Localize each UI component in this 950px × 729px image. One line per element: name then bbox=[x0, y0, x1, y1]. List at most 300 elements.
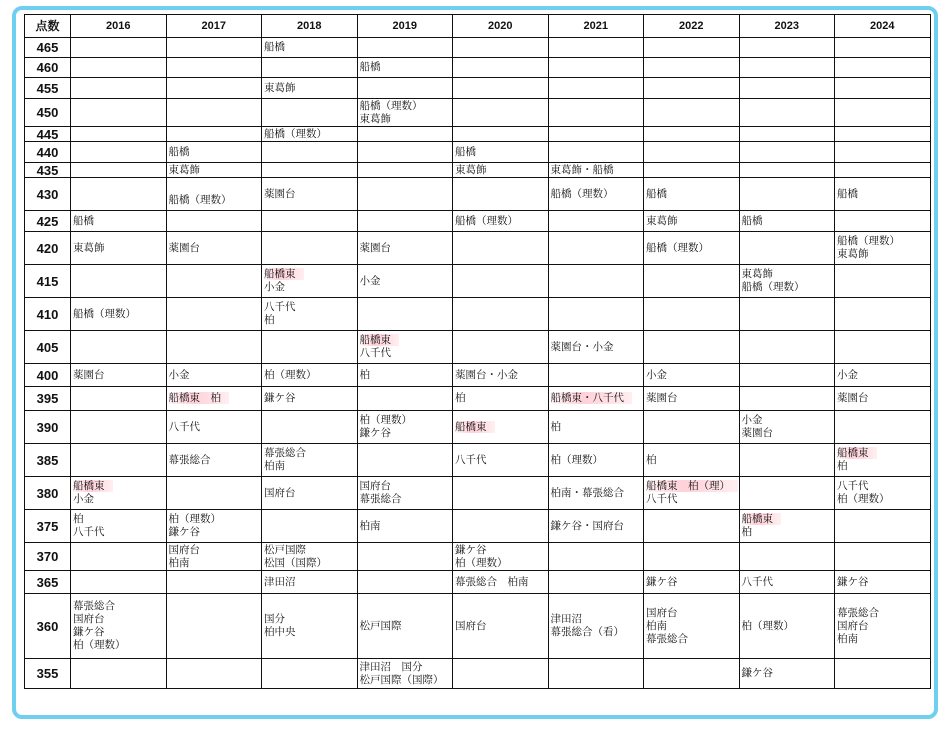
school-cell bbox=[644, 58, 740, 78]
school-cell bbox=[262, 594, 358, 659]
school-name: 鎌ケ谷 bbox=[741, 667, 773, 679]
school-cell bbox=[166, 510, 262, 543]
school-name: 薬園台 bbox=[359, 241, 391, 254]
school-cell bbox=[357, 178, 453, 211]
school-name: 松戸国際 bbox=[264, 543, 306, 556]
school-name: 国府台 bbox=[168, 543, 200, 556]
school-name: 柏 bbox=[73, 513, 84, 525]
school-name: 船橋 bbox=[455, 145, 476, 158]
school-cell bbox=[453, 58, 549, 78]
school-cell bbox=[739, 178, 835, 211]
school-cell bbox=[71, 38, 167, 58]
school-cell bbox=[835, 571, 931, 594]
table-row bbox=[25, 163, 931, 178]
school-name: 東葛飾 bbox=[359, 112, 391, 125]
points-cell: 460 bbox=[25, 58, 71, 78]
school-name: 鎌ケ谷 bbox=[73, 626, 105, 638]
school-cell bbox=[548, 364, 644, 387]
school-cell bbox=[71, 78, 167, 99]
school-cell bbox=[453, 331, 549, 364]
year-header: 2017 bbox=[166, 15, 262, 38]
school-cell bbox=[739, 387, 835, 411]
school-cell bbox=[71, 232, 167, 265]
highlight-mark: 船橋東 bbox=[360, 334, 400, 346]
school-cell bbox=[835, 232, 931, 265]
school-cell bbox=[71, 510, 167, 543]
school-cell bbox=[548, 594, 644, 659]
school-cell bbox=[835, 543, 931, 571]
table-row bbox=[25, 298, 931, 331]
school-cell bbox=[71, 331, 167, 364]
school-name: 津田沼 bbox=[264, 575, 296, 588]
school-cell bbox=[548, 78, 644, 99]
school-name: 船橋（理数） bbox=[455, 214, 518, 227]
school-name: 東葛飾 bbox=[741, 268, 773, 280]
school-name: 柏 bbox=[264, 314, 275, 326]
school-cell bbox=[548, 411, 644, 444]
school-cell bbox=[835, 99, 931, 127]
school-cell bbox=[262, 411, 358, 444]
school-cell bbox=[166, 58, 262, 78]
school-cell bbox=[166, 571, 262, 594]
table-body bbox=[25, 38, 931, 689]
highlight-mark: 船橋東・八千代 bbox=[551, 392, 633, 404]
school-cell bbox=[166, 331, 262, 364]
school-name: 幕張総合 柏南 bbox=[455, 575, 529, 588]
school-name: 柏南 bbox=[837, 632, 858, 645]
school-cell bbox=[71, 163, 167, 178]
school-cell bbox=[166, 127, 262, 142]
school-cell bbox=[166, 142, 262, 163]
school-cell bbox=[548, 38, 644, 58]
points-cell: 430 bbox=[25, 178, 71, 211]
school-cell bbox=[357, 78, 453, 99]
school-name: 柏 bbox=[741, 526, 752, 538]
school-cell bbox=[262, 265, 358, 298]
school-cell bbox=[262, 543, 358, 571]
school-name: 国府台 bbox=[646, 606, 678, 619]
school-name: 柏（理数） bbox=[550, 453, 603, 466]
school-name: 幕張総合 bbox=[359, 493, 402, 505]
school-cell bbox=[71, 571, 167, 594]
school-cell bbox=[262, 142, 358, 163]
table-row bbox=[25, 571, 931, 594]
school-cell bbox=[262, 571, 358, 594]
school-cell bbox=[166, 178, 262, 211]
school-cell bbox=[739, 510, 835, 543]
school-cell bbox=[453, 571, 549, 594]
highlight-mark: 船橋東 柏 bbox=[169, 392, 230, 404]
school-cell bbox=[835, 411, 931, 444]
school-name: 小金 bbox=[741, 414, 763, 426]
school-cell bbox=[262, 38, 358, 58]
school-cell bbox=[453, 510, 549, 543]
school-name: 八千代 bbox=[73, 526, 105, 538]
school-cell bbox=[644, 127, 740, 142]
school-cell bbox=[835, 211, 931, 232]
school-cell bbox=[739, 78, 835, 99]
school-cell bbox=[644, 571, 740, 594]
school-name: 小金 bbox=[837, 368, 858, 381]
school-name: 船橋（理数） bbox=[646, 241, 709, 254]
school-name: 小金 bbox=[264, 281, 285, 293]
school-cell bbox=[262, 298, 358, 331]
school-cell bbox=[548, 58, 644, 78]
points-cell: 465 bbox=[25, 38, 71, 58]
school-cell bbox=[71, 178, 167, 211]
table-row bbox=[25, 594, 931, 659]
school-name: 柏（理数） bbox=[264, 368, 317, 381]
school-cell bbox=[548, 477, 644, 510]
school-cell bbox=[166, 594, 262, 659]
school-cell bbox=[262, 387, 358, 411]
school-cell bbox=[71, 298, 167, 331]
school-name bbox=[169, 181, 260, 194]
school-cell bbox=[357, 265, 453, 298]
year-header: 2024 bbox=[835, 15, 931, 38]
school-cell bbox=[453, 127, 549, 142]
school-cell bbox=[357, 127, 453, 142]
school-name: 八千代 bbox=[359, 347, 391, 359]
school-cell bbox=[453, 211, 549, 232]
school-cell bbox=[548, 543, 644, 571]
school-name: 鎌ケ谷 bbox=[264, 392, 296, 404]
school-cell bbox=[357, 163, 453, 178]
school-cell bbox=[835, 265, 931, 298]
school-cell bbox=[835, 659, 931, 689]
school-cell bbox=[835, 58, 931, 78]
points-cell: 400 bbox=[25, 364, 71, 387]
school-cell bbox=[453, 543, 549, 571]
school-cell bbox=[357, 364, 453, 387]
school-cell bbox=[166, 99, 262, 127]
school-cell bbox=[739, 444, 835, 477]
school-cell bbox=[835, 78, 931, 99]
school-name: 鎌ケ谷 bbox=[359, 427, 391, 439]
table-row bbox=[25, 387, 931, 411]
school-cell bbox=[835, 178, 931, 211]
school-cell bbox=[644, 659, 740, 689]
school-cell bbox=[357, 331, 453, 364]
points-cell: 370 bbox=[25, 543, 71, 571]
school-name: 国府台 bbox=[455, 619, 487, 632]
school-name: 船橋（理数） bbox=[359, 99, 423, 112]
school-cell bbox=[739, 411, 835, 444]
school-cell bbox=[166, 411, 262, 444]
school-cell bbox=[453, 444, 549, 477]
school-cell bbox=[739, 142, 835, 163]
school-cell bbox=[739, 99, 835, 127]
school-cell bbox=[835, 298, 931, 331]
school-cell bbox=[262, 477, 358, 510]
school-cell bbox=[835, 127, 931, 142]
school-cell bbox=[453, 477, 549, 510]
school-name: 薬園台・小金 bbox=[455, 368, 518, 381]
school-name: 薬園台・小金 bbox=[550, 340, 614, 353]
school-name: 東葛飾 bbox=[646, 214, 678, 227]
school-cell bbox=[739, 58, 835, 78]
school-name: 柏南 bbox=[646, 619, 667, 632]
table-row bbox=[25, 543, 931, 571]
school-name: 柏中央 bbox=[264, 626, 296, 638]
points-cell: 390 bbox=[25, 411, 71, 444]
school-cell bbox=[71, 444, 167, 477]
table-row bbox=[25, 232, 931, 265]
school-cell bbox=[835, 142, 931, 163]
school-name: 薬園台 bbox=[837, 392, 869, 404]
school-name: 柏南 bbox=[168, 556, 190, 569]
school-cell bbox=[644, 543, 740, 571]
points-cell: 425 bbox=[25, 211, 71, 232]
school-name: 柏 bbox=[646, 453, 657, 466]
school-cell bbox=[357, 142, 453, 163]
school-cell bbox=[548, 232, 644, 265]
school-name: 東葛飾・船橋 bbox=[550, 163, 614, 176]
school-cell bbox=[357, 298, 453, 331]
school-name: 柏 bbox=[837, 460, 848, 472]
school-cell bbox=[644, 142, 740, 163]
school-cell bbox=[357, 232, 453, 265]
points-cell: 455 bbox=[25, 78, 71, 99]
school-name: 船橋（理数） bbox=[741, 281, 805, 293]
points-cell: 385 bbox=[25, 444, 71, 477]
school-name: 国府台 bbox=[359, 480, 391, 492]
school-name: 船橋 bbox=[359, 61, 381, 73]
points-cell: 355 bbox=[25, 659, 71, 689]
school-cell bbox=[453, 163, 549, 178]
school-cell bbox=[548, 99, 644, 127]
school-name: 小金 bbox=[168, 368, 190, 381]
school-name: 幕張総合 bbox=[168, 453, 211, 466]
school-cell bbox=[739, 364, 835, 387]
school-cell bbox=[644, 298, 740, 331]
table-row bbox=[25, 38, 931, 58]
year-header: 2023 bbox=[739, 15, 835, 38]
school-cell bbox=[739, 543, 835, 571]
school-cell bbox=[644, 163, 740, 178]
year-header: 2016 bbox=[71, 15, 167, 38]
school-cell bbox=[739, 594, 835, 659]
school-name: 柏（理数） bbox=[455, 556, 508, 569]
school-cell bbox=[357, 571, 453, 594]
school-name: 柏（理数） bbox=[837, 493, 890, 505]
table-row bbox=[25, 444, 931, 477]
school-name: 小金 bbox=[359, 274, 381, 287]
school-name: 津田沼 bbox=[550, 613, 582, 625]
score-table bbox=[24, 14, 931, 689]
school-name: 八千代 bbox=[837, 480, 869, 492]
school-cell bbox=[453, 142, 549, 163]
table-row bbox=[25, 99, 931, 127]
school-name: 船橋 bbox=[646, 187, 667, 200]
school-cell bbox=[739, 571, 835, 594]
school-name: 柏（理数） bbox=[741, 619, 794, 632]
table-row bbox=[25, 265, 931, 298]
school-name: 八千代 bbox=[264, 301, 296, 313]
year-header: 2018 bbox=[262, 15, 358, 38]
school-cell bbox=[644, 477, 740, 510]
school-cell bbox=[71, 477, 167, 510]
school-name: 柏 bbox=[550, 420, 561, 433]
school-name bbox=[455, 421, 546, 434]
school-cell bbox=[644, 178, 740, 211]
school-cell bbox=[453, 364, 549, 387]
school-cell bbox=[739, 331, 835, 364]
school-cell bbox=[262, 510, 358, 543]
school-name: 東葛飾 bbox=[168, 163, 200, 176]
school-cell bbox=[644, 510, 740, 543]
school-cell bbox=[166, 38, 262, 58]
school-cell bbox=[357, 411, 453, 444]
highlight-mark: 船橋東 bbox=[455, 421, 495, 433]
school-cell bbox=[739, 265, 835, 298]
school-name: 八千代 bbox=[646, 493, 678, 505]
school-cell bbox=[262, 331, 358, 364]
school-name: 東葛飾 bbox=[73, 241, 105, 254]
school-cell bbox=[835, 163, 931, 178]
school-name: 鎌ケ谷・国府台 bbox=[550, 519, 624, 532]
school-cell bbox=[835, 387, 931, 411]
school-cell bbox=[357, 510, 453, 543]
school-cell bbox=[453, 387, 549, 411]
school-cell bbox=[262, 99, 358, 127]
school-cell bbox=[739, 38, 835, 58]
school-name: 八千代 bbox=[168, 420, 200, 433]
school-cell bbox=[166, 444, 262, 477]
school-name: 柏南・幕張総合 bbox=[550, 486, 624, 499]
school-name: 柏 bbox=[359, 368, 370, 381]
school-cell bbox=[548, 298, 644, 331]
school-cell bbox=[739, 298, 835, 331]
school-cell bbox=[262, 211, 358, 232]
school-cell bbox=[262, 127, 358, 142]
school-cell bbox=[453, 99, 549, 127]
school-cell bbox=[453, 265, 549, 298]
school-cell bbox=[166, 265, 262, 298]
school-cell bbox=[644, 38, 740, 58]
points-header: 点数 bbox=[25, 15, 71, 38]
school-cell bbox=[548, 178, 644, 211]
school-name: 八千代 bbox=[741, 575, 773, 588]
table-row bbox=[25, 178, 931, 211]
table-row bbox=[25, 477, 931, 510]
school-name: 幕張総合（看） bbox=[550, 626, 624, 638]
school-name: 八千代 bbox=[455, 453, 487, 466]
school-cell bbox=[453, 78, 549, 99]
school-cell bbox=[835, 38, 931, 58]
school-name: 小金 bbox=[646, 368, 667, 381]
school-cell bbox=[548, 265, 644, 298]
points-cell: 435 bbox=[25, 163, 71, 178]
school-name: 薬園台 bbox=[646, 392, 678, 404]
school-cell bbox=[739, 477, 835, 510]
school-cell bbox=[357, 387, 453, 411]
school-name: 薬園台 bbox=[264, 187, 296, 200]
school-cell bbox=[644, 411, 740, 444]
school-cell bbox=[166, 298, 262, 331]
school-cell bbox=[453, 659, 549, 689]
points-cell: 365 bbox=[25, 571, 71, 594]
school-name bbox=[264, 268, 355, 281]
points-cell: 375 bbox=[25, 510, 71, 543]
school-cell bbox=[262, 444, 358, 477]
table-row bbox=[25, 510, 931, 543]
school-cell bbox=[357, 477, 453, 510]
school-cell bbox=[644, 232, 740, 265]
school-name: 幕張総合 bbox=[837, 606, 879, 619]
school-name: 船橋 bbox=[837, 187, 858, 200]
school-name bbox=[360, 334, 451, 347]
school-cell bbox=[262, 178, 358, 211]
school-cell bbox=[71, 99, 167, 127]
school-cell bbox=[835, 477, 931, 510]
highlight-mark: 船橋東 bbox=[264, 268, 304, 280]
school-cell bbox=[644, 364, 740, 387]
school-cell bbox=[71, 265, 167, 298]
points-cell: 360 bbox=[25, 594, 71, 659]
school-cell bbox=[739, 211, 835, 232]
highlight-mark: 船橋東 柏（理） bbox=[646, 480, 738, 492]
school-name: 柏（理数） bbox=[73, 639, 126, 651]
school-cell bbox=[835, 331, 931, 364]
school-cell bbox=[71, 211, 167, 232]
school-cell bbox=[453, 232, 549, 265]
school-name: 船橋 bbox=[741, 214, 763, 227]
school-cell bbox=[262, 163, 358, 178]
school-cell bbox=[71, 387, 167, 411]
school-cell bbox=[357, 444, 453, 477]
school-cell bbox=[262, 364, 358, 387]
school-cell bbox=[644, 444, 740, 477]
school-cell bbox=[166, 232, 262, 265]
school-name: 幕張総合 bbox=[264, 447, 306, 459]
table-row bbox=[25, 659, 931, 689]
points-cell: 420 bbox=[25, 232, 71, 265]
school-cell bbox=[262, 58, 358, 78]
school-cell bbox=[166, 659, 262, 689]
school-name: 船橋（理数） bbox=[264, 127, 327, 140]
school-cell bbox=[739, 163, 835, 178]
school-name: 船橋（理数） bbox=[168, 194, 232, 206]
school-name: 幕張総合 bbox=[73, 600, 115, 612]
table-row bbox=[25, 331, 931, 364]
school-cell bbox=[835, 444, 931, 477]
school-cell bbox=[644, 211, 740, 232]
table-row bbox=[25, 411, 931, 444]
school-cell bbox=[835, 364, 931, 387]
points-cell: 450 bbox=[25, 99, 71, 127]
school-cell bbox=[166, 211, 262, 232]
table-row bbox=[25, 211, 931, 232]
school-name: 松戸国際（国際） bbox=[359, 673, 444, 686]
school-cell bbox=[166, 387, 262, 411]
school-cell bbox=[453, 298, 549, 331]
school-name: 鎌ケ谷 bbox=[168, 526, 200, 538]
school-cell bbox=[71, 142, 167, 163]
points-cell: 415 bbox=[25, 265, 71, 298]
school-cell bbox=[262, 78, 358, 99]
points-cell: 410 bbox=[25, 298, 71, 331]
points-cell: 405 bbox=[25, 331, 71, 364]
school-cell bbox=[548, 211, 644, 232]
header-row bbox=[25, 15, 931, 38]
school-cell bbox=[644, 99, 740, 127]
school-cell bbox=[835, 510, 931, 543]
school-name bbox=[837, 447, 928, 460]
school-cell bbox=[644, 387, 740, 411]
school-name bbox=[73, 480, 164, 493]
points-cell: 395 bbox=[25, 387, 71, 411]
